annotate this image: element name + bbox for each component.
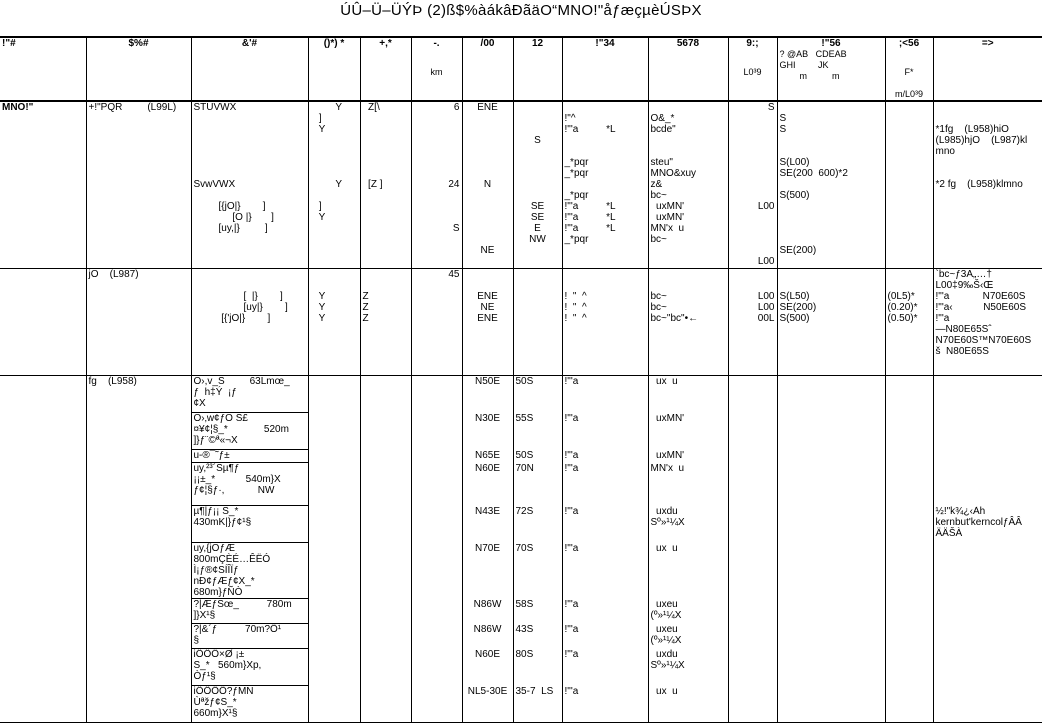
table-cell: !"'a [562,649,648,686]
table-cell [933,649,1042,686]
table-cell [411,450,462,463]
table-cell [777,649,885,686]
table-cell: O›,v_S 63Lmœ_ ƒ h‡Ý ¡ƒ ¢X [191,376,308,413]
table-cell [0,506,86,543]
table-cell [411,463,462,506]
table-cell [885,101,933,269]
table-cell [360,506,411,543]
table-cell: O›‚w¢ƒO S£ ¤¥¢¦§_* 520m ]}ƒ¨©ª«¬X [191,413,308,450]
table-cell [933,450,1042,463]
table-cell: Y Y Y [308,269,360,376]
column-header-label: !"34 [595,38,615,49]
table-cell: !"'a [562,599,648,624]
table-cell: S S S(L00) SE(200 600)*2 S(500) SE(200) [777,101,885,269]
table-cell [308,686,360,723]
table-cell [360,450,411,463]
table-cell [0,624,86,649]
table-cell: O&_* bcde" steu" MNO&xuy z& bc~ uxMN' uxMN' MN'x u bc~ [648,101,728,269]
table-row [0,269,1042,376]
column-header [411,37,462,101]
table-cell [728,624,777,649]
table-cell: Z Z Z [360,269,411,376]
table-cell: uxdu Sº»¹¼X [648,506,728,543]
table-cell [86,506,191,543]
table-cell [885,649,933,686]
column-header [86,37,191,101]
column-header [191,37,308,101]
table-cell: 50S [513,450,562,463]
table-cell [411,599,462,624]
table-cell: !"^ !"'a *L _*pqr _*pqr _*pqr !"'a *L !"'a *L !"'a *L _*pqr [562,101,648,269]
table-cell [777,624,885,649]
table-cell: ux u [648,376,728,413]
table-cell [411,624,462,649]
table-cell [360,686,411,723]
column-header-sublabel: km [430,67,443,77]
table-cell: N65E [462,450,513,463]
table-cell: uxeu (º»¹¼X [648,624,728,649]
table-cell: !"'a [562,413,648,450]
table-cell [360,649,411,686]
table-cell: N60E [462,463,513,506]
table-cell: 43S [513,624,562,649]
table-cell: N60E [462,649,513,686]
table-cell [308,463,360,506]
table-cell [411,649,462,686]
table-cell [885,543,933,599]
table-cell [885,450,933,463]
table-cell [86,686,191,723]
table-cell: ENE NE ENE [462,269,513,376]
table-cell [0,463,86,506]
table-row [0,599,1042,624]
table-cell: !"'a [562,376,648,413]
column-header [777,37,885,101]
table-cell [360,599,411,624]
table-cell: !"'a [562,543,648,599]
table-cell [411,413,462,450]
table-cell [777,506,885,543]
column-header [462,37,513,101]
page-title: ÚÛ–Ü–ÜÝÞ (2)ß$%àákâÐãäO“MNO!"åƒæçµèÚSÞX [340,2,702,19]
table-row [0,543,1042,599]
table-cell [933,686,1042,723]
table-cell: uxMN' [648,413,728,450]
table-cell: µ¶|ƒ¡¡ S_* 430mK|}ƒ¢¹§ [191,506,308,543]
column-header-label: +,* [379,38,392,49]
table-cell [728,599,777,624]
table-cell [411,543,462,599]
table-cell [885,506,933,543]
table-cell [308,413,360,450]
table-cell: 70N [513,463,562,506]
table-row [0,624,1042,649]
table-cell [885,376,933,413]
table-cell [308,450,360,463]
column-header [308,37,360,101]
table-cell [0,376,86,413]
table-cell [308,506,360,543]
table-cell [86,624,191,649]
table-cell: S(L50) SE(200) S(500) [777,269,885,376]
table-cell: 50S [513,376,562,413]
table-row [0,450,1042,463]
table-cell: ?|&´ƒ 70m?Ö¹ § [191,624,308,649]
table-cell [777,376,885,413]
table-cell [777,413,885,450]
table-row [0,506,1042,543]
table-cell: [ |} ] [uy|} ] [{'jO|} ] [191,269,308,376]
table-cell [777,463,885,506]
column-header-label: 12 [531,38,544,49]
table-cell: ?|ÆƒSœ_ 780m ]}X¹§ [191,599,308,624]
table-cell: !"'a [562,624,648,649]
table-cell: !"'a [562,686,648,723]
table-cell: ½!"k¾¿‹Àh kernbut'kerncolƒÂÂ ÄÄŠÀ [933,506,1042,543]
column-header-sublabel: F* m/L0³9 [894,67,923,99]
table-cell: 55S [513,413,562,450]
column-header-label: /00 [480,38,495,49]
column-header-label: 9:; [746,38,759,49]
column-header-label: ;<56 [898,38,920,49]
column-header-label: !"# [2,38,16,49]
column-header [0,37,86,101]
table-cell: N50E [462,376,513,413]
table-cell [360,463,411,506]
table-cell: uxeu (º»¹¼X [648,599,728,624]
table-cell: ux u [648,686,728,723]
table-cell: uxdu Sº»¹¼X [648,649,728,686]
table-cell: 45 [411,269,462,376]
table-cell [0,649,86,686]
table-cell [933,413,1042,450]
table-row [0,101,1042,269]
table-cell: STUVWX SvwVWX [{jO|} ] [O |} ] [uy,|} ] [191,101,308,269]
table-cell [308,376,360,413]
table-cell: !"'a [562,450,648,463]
table-cell [0,413,86,450]
table-cell: NL5-30E [462,686,513,723]
table-cell [411,376,462,413]
table-cell: 35-7 LS [513,686,562,723]
column-header-label: ()*) * [323,38,345,49]
table-cell [308,624,360,649]
table-cell: u-®¯˜ƒ± [191,450,308,463]
table-cell: 6 24 S [411,101,462,269]
table-cell [728,686,777,723]
table-cell [728,376,777,413]
column-header-label: !"56 [821,38,841,49]
table-cell: iÖÖÖ×Ø ¡± S_* 560m}Xp, Òƒ¹§ [191,649,308,686]
table-cell: uy,{jOƒÆ 800mÇÈÉ…ÊËÓ Ì¡ƒ®¢SÍÎÏƒ nÐ¢ƒÆƒ¢X_* 680m}ƒÑÒ [191,543,308,599]
table-cell [777,450,885,463]
table-cell: +!"PQR (L99L) [86,101,191,269]
table-cell: 70S [513,543,562,599]
table-cell [728,543,777,599]
table-cell [885,413,933,450]
table-cell: uy,²³´Sµ¶ƒ ¡¡±_* 540m}X ƒ¢¦§ƒ·, NW [191,463,308,506]
fault-table [0,36,1042,719]
column-header [562,37,648,101]
column-header [885,37,933,101]
table-cell: N86W [462,599,513,624]
column-header-label: 5678 [676,38,700,49]
table-cell [777,599,885,624]
table-cell: MNO!" [0,101,86,269]
column-header [933,37,1042,101]
table-cell [86,543,191,599]
table-cell: S L00 L00 [728,101,777,269]
table-cell [728,413,777,450]
table-cell [86,450,191,463]
table-cell: ux u [648,543,728,599]
table-cell: 80S [513,649,562,686]
table-cell: N86W [462,624,513,649]
table-cell [513,269,562,376]
table-cell: !"'a [562,506,648,543]
table-cell: fg (L958) [86,376,191,413]
table-cell [885,599,933,624]
table-cell: iÖÖÖÖ?ƒMN Ùªžƒ¢S_* 660m}X¹§ [191,686,308,723]
table-row [0,413,1042,450]
column-header [513,37,562,101]
table-cell [308,599,360,624]
table-cell: jO (L987) [86,269,191,376]
table-cell: *1fg (L958)hiO (L985)hjO (L987)kl mno *2 fg (L958)klmno [933,101,1042,269]
column-header [728,37,777,101]
table-cell [360,413,411,450]
table-cell: N43E [462,506,513,543]
table-cell: ! " ^ ! " ^ ! " ^ [562,269,648,376]
table-cell: 58S [513,599,562,624]
table-cell [728,463,777,506]
table-cell [411,506,462,543]
column-header-sublabel: L0³9 [743,67,762,77]
table-cell: Z[\ [Z ] [360,101,411,269]
table-row [0,649,1042,686]
table-cell: N70E [462,543,513,599]
table-cell [933,624,1042,649]
table-row [0,686,1042,723]
table-cell: (0L5)* (0.20)* (0.50)* [885,269,933,376]
table-cell [933,599,1042,624]
table-cell [0,599,86,624]
table-cell: Y ] Y Y ] Y [308,101,360,269]
table-cell [360,376,411,413]
table-cell [933,543,1042,599]
table-cell [728,649,777,686]
table-cell: MN'x u [648,463,728,506]
table-cell [0,543,86,599]
table-cell [86,649,191,686]
table-cell [885,624,933,649]
table-cell [411,686,462,723]
column-header-label: &'# [241,38,258,49]
table-cell: L00 L00 00L [728,269,777,376]
table-cell [86,599,191,624]
table-cell: bc~ bc~ bc~"bc"•← [648,269,728,376]
table-cell [86,413,191,450]
table-cell [308,649,360,686]
table-row [0,376,1042,413]
table-cell [777,686,885,723]
table-cell: 72S [513,506,562,543]
table-cell [933,376,1042,413]
column-header-label: -. [433,38,440,49]
table-cell [728,506,777,543]
table-cell [360,624,411,649]
column-header-label: => [981,38,994,49]
table-cell: !"'a [562,463,648,506]
table-cell: `bc~ƒ3A„…† L00‡9‰Š‹Œ !"'a N70E60S !"'a‹ N50E60S !"'a —N80E65Sˆ N70E60S™N70E60S š N80E65S [933,269,1042,376]
table-cell [0,269,86,376]
table-cell [885,463,933,506]
table-cell [360,543,411,599]
table-cell [777,543,885,599]
table-cell: S SE SE E NW [513,101,562,269]
table-cell [728,450,777,463]
table-cell [308,543,360,599]
column-header-label: $%# [128,38,149,49]
table-cell [0,686,86,723]
table-cell [0,450,86,463]
table-cell [86,463,191,506]
table-cell: N30E [462,413,513,450]
column-header [648,37,728,101]
table-cell [933,463,1042,506]
table-cell: uxMN' [648,450,728,463]
column-header [360,37,411,101]
table-cell: ENE N NE [462,101,513,269]
table-row [0,463,1042,506]
column-header-sublabel: ? @AB CDEAB GHI JK m m [779,49,847,81]
table-cell [885,686,933,723]
